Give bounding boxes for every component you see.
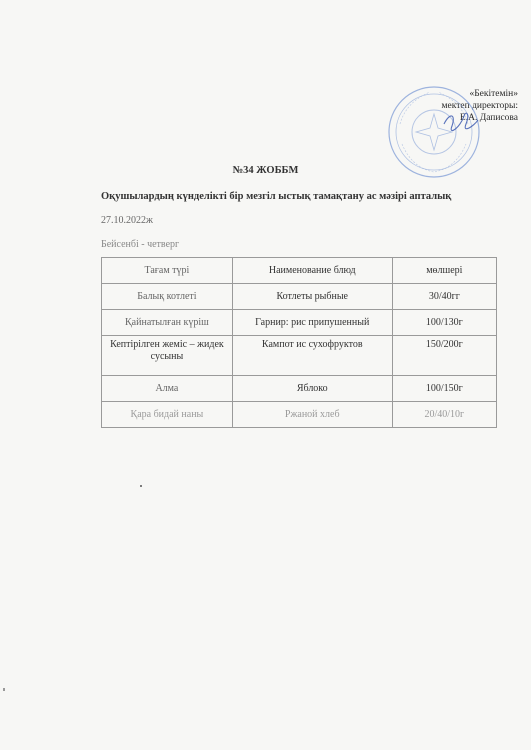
school-name: №34 ЖОББМ [232,165,299,176]
dish-kz: Қайнатылған күріш [102,310,233,336]
header-portion: мөлшері [392,258,496,284]
dish-ru: Яблоко [232,376,392,402]
portion: 150/200г [392,336,496,376]
dish-ru: Котлеты рыбные [232,284,392,310]
approval-line-3: Е.А. Даписова [459,113,518,123]
table-row [102,376,497,402]
approval-line-1: «Бекітемін» [469,89,518,99]
scan-mark [3,688,5,691]
dish-ru: Кампот ис сухофруктов [232,336,392,376]
dish-ru: Гарнир: рис припушенный [232,310,392,336]
portion: 100/150г [392,376,496,402]
portion: 30/40гг [392,284,496,310]
header-dish-kz: Тағам түрі [102,258,233,284]
dish-kz: Кептірілген жеміс – жидек сусыны [102,336,233,376]
dish-kz: Алма [102,376,233,402]
menu-date: 27.10.2022ж [101,215,153,226]
table-row [102,284,497,310]
scan-speck [140,485,142,487]
menu-table [101,257,497,428]
table-row [102,310,497,336]
table-row [102,402,497,428]
dish-kz: Қара бидай наны [102,402,233,428]
menu-day: Бейсенбі - четверг [101,239,180,250]
dish-kz: Балық котлеті [102,284,233,310]
table-row [102,336,497,376]
portion: 20/40/10г [392,402,496,428]
header-dish-ru: Наименование блюд [232,258,392,284]
table-header-row [102,258,497,284]
portion: 100/130г [392,310,496,336]
menu-title: Оқушылардың күнделікті бір мезгіл ыстық тамақтану ас мәзірі апталық [101,191,452,202]
dish-ru: Ржаной хлеб [232,402,392,428]
approval-line-2: мектеп директоры: [441,101,518,111]
